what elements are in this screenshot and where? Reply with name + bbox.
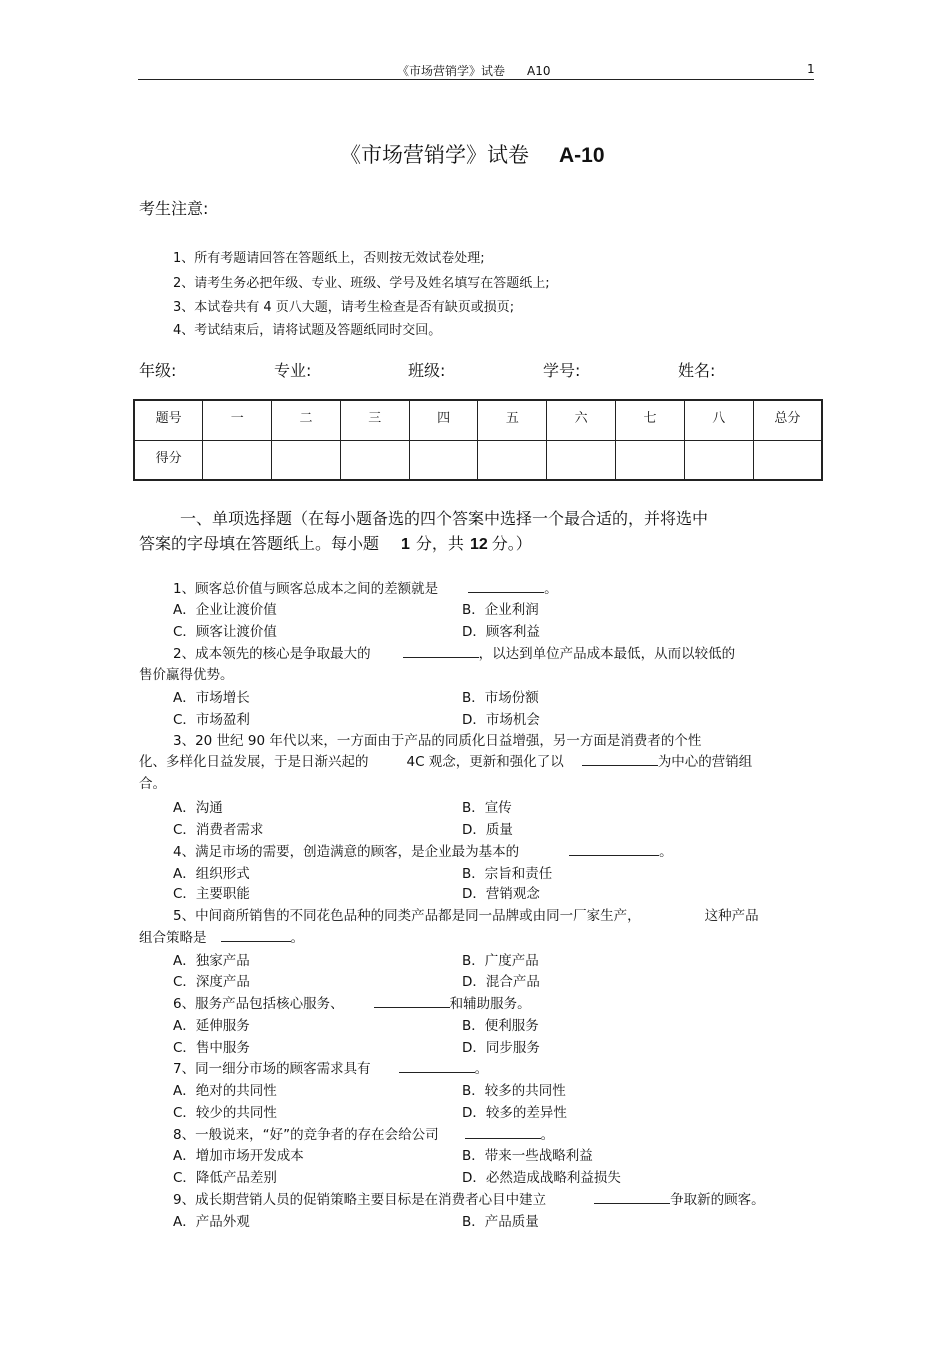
question-3: 3、20 世纪 90 年代以来，一方面由于产品的同质化日益增强，另一方面是消费者的个性: [173, 733, 702, 749]
option-b: B．带来一些战略利益: [462, 1148, 593, 1164]
answer-blank: [569, 854, 659, 856]
rule-item: 3、本试卷共有 4 页八大题，请考生检查是否有缺页或损页;: [173, 300, 515, 315]
option-a: A．沟通: [173, 800, 223, 816]
answer-blank: [465, 1137, 541, 1139]
option-c: C．较少的共同性: [173, 1105, 277, 1121]
score-table-score-row: [134, 440, 822, 480]
section-heading-line2: 答案的字母填在答题纸上。每小题 1 分，共 12 分。）: [139, 534, 532, 553]
option-a: A．独家产品: [173, 953, 250, 969]
option-b: B．市场份额: [462, 690, 539, 706]
option-d: D．混合产品: [462, 974, 540, 990]
table-header-cell: 八: [684, 400, 753, 440]
table-header-cell: 五: [478, 400, 547, 440]
field-grade: 年级:: [139, 361, 177, 380]
option-a: A．绝对的共同性: [173, 1083, 277, 1099]
notice-heading: 考生注意:: [139, 199, 209, 218]
question-2: 2、成本领先的核心是争取最大的 ，以达到单位产品成本最低，从而以较低的: [173, 646, 736, 662]
score-table-header-row: [134, 400, 822, 440]
option-b: B．便利服务: [462, 1018, 539, 1034]
table-header-cell: 题号: [134, 400, 203, 440]
option-d: D．质量: [462, 822, 513, 838]
field-major: 专业:: [274, 361, 312, 380]
question-4: 4、满足市场的需要，创造满意的顾客，是企业最为基本的 。: [173, 844, 673, 860]
option-a: A．增加市场开发成本: [173, 1148, 304, 1164]
table-header-cell: 二: [272, 400, 341, 440]
answer-blank: [594, 1202, 670, 1204]
option-d: D．同步服务: [462, 1040, 540, 1056]
answer-blank: [399, 1071, 475, 1073]
document-title: 《市场营销学》试卷 A-10: [340, 143, 605, 167]
answer-blank: [403, 656, 479, 658]
table-header-cell: 六: [547, 400, 616, 440]
question-6: 6、服务产品包括核心服务、 和辅助服务。: [173, 996, 531, 1012]
rule-item: 2、请考生务必把年级、专业、班级、学号及姓名填写在答题纸上;: [173, 276, 550, 291]
question-5: 5、中间商所销售的不同花色品种的同类产品都是同一品牌或由同一厂家生产， 这种产品: [173, 908, 759, 924]
question-2-continued: 售价赢得优势。: [139, 667, 234, 683]
score-cell: [684, 440, 753, 480]
option-a: A．产品外观: [173, 1214, 250, 1230]
score-cell: [409, 440, 478, 480]
option-b: B．宗旨和责任: [462, 866, 553, 882]
option-a: A．市场增长: [173, 690, 250, 706]
score-cell: [272, 440, 341, 480]
answer-blank: [221, 940, 291, 942]
question-1: 1、顾客总价值与顾客总成本之间的差额就是 。: [173, 581, 558, 597]
answer-blank: [582, 764, 658, 766]
table-header-cell: 三: [340, 400, 409, 440]
field-name: 姓名:: [678, 361, 716, 380]
score-cell: [753, 440, 822, 480]
question-8: 8、一般说来，“好”的竞争者的存在会给公司 。: [173, 1127, 555, 1143]
question-9: 9、成长期营销人员的促销策略主要目标是在消费者心目中建立 争取新的顾客。: [173, 1192, 765, 1208]
page-number: 1: [807, 62, 815, 76]
option-c: C．降低产品差别: [173, 1170, 277, 1186]
score-cell: [478, 440, 547, 480]
option-c: C．市场盈利: [173, 712, 250, 728]
question-3-continued: 合。: [139, 776, 166, 792]
score-row-label: 得分: [134, 440, 203, 480]
table-header-cell: 总分: [753, 400, 822, 440]
question-5-continued: 组合策略是 。: [139, 930, 304, 946]
option-b: B．企业利润: [462, 602, 539, 618]
score-cell: [616, 440, 685, 480]
option-d: D．市场机会: [462, 712, 540, 728]
option-a: A．组织形式: [173, 866, 250, 882]
option-c: C．深度产品: [173, 974, 250, 990]
option-c: C．顾客让渡价值: [173, 624, 277, 640]
option-a: A．企业让渡价值: [173, 602, 277, 618]
score-cell: [203, 440, 272, 480]
field-student-id: 学号:: [543, 361, 581, 380]
option-d: D．营销观念: [462, 886, 540, 902]
score-cell: [340, 440, 409, 480]
option-b: B．较多的共同性: [462, 1083, 566, 1099]
option-b: B．宣传: [462, 800, 512, 816]
question-3-continued: 化、多样化日益发展，于是日渐兴起的 4C 观念，更新和强化了以 为中心的营销组: [139, 754, 753, 770]
option-c: C．主要职能: [173, 886, 250, 902]
rule-item: 4、考试结束后，请将试题及答题纸同时交回。: [173, 323, 442, 338]
option-c: C．消费者需求: [173, 822, 264, 838]
score-table: [133, 399, 823, 481]
option-d: D．较多的差异性: [462, 1105, 567, 1121]
answer-blank: [468, 591, 544, 593]
table-header-cell: 四: [409, 400, 478, 440]
option-d: D．顾客利益: [462, 624, 540, 640]
field-class: 班级:: [408, 361, 446, 380]
option-b: B．广度产品: [462, 953, 539, 969]
option-d: D．必然造成战略利益损失: [462, 1170, 621, 1186]
header-title: 《市场营销学》试卷 A10: [397, 64, 551, 78]
table-header-cell: 七: [616, 400, 685, 440]
question-7: 7、同一细分市场的顾客需求具有 。: [173, 1061, 489, 1077]
score-cell: [547, 440, 616, 480]
header-rule: [138, 79, 814, 80]
table-header-cell: 一: [203, 400, 272, 440]
option-a: A．延伸服务: [173, 1018, 250, 1034]
rule-item: 1、所有考题请回答在答题纸上，否则按无效试卷处理;: [173, 251, 485, 266]
option-c: C．售中服务: [173, 1040, 250, 1056]
option-b: B．产品质量: [462, 1214, 539, 1230]
section-heading-line1: 一、单项选择题（在每小题备选的四个答案中选择一个最合适的，并将选中: [180, 509, 709, 528]
answer-blank: [374, 1006, 450, 1008]
